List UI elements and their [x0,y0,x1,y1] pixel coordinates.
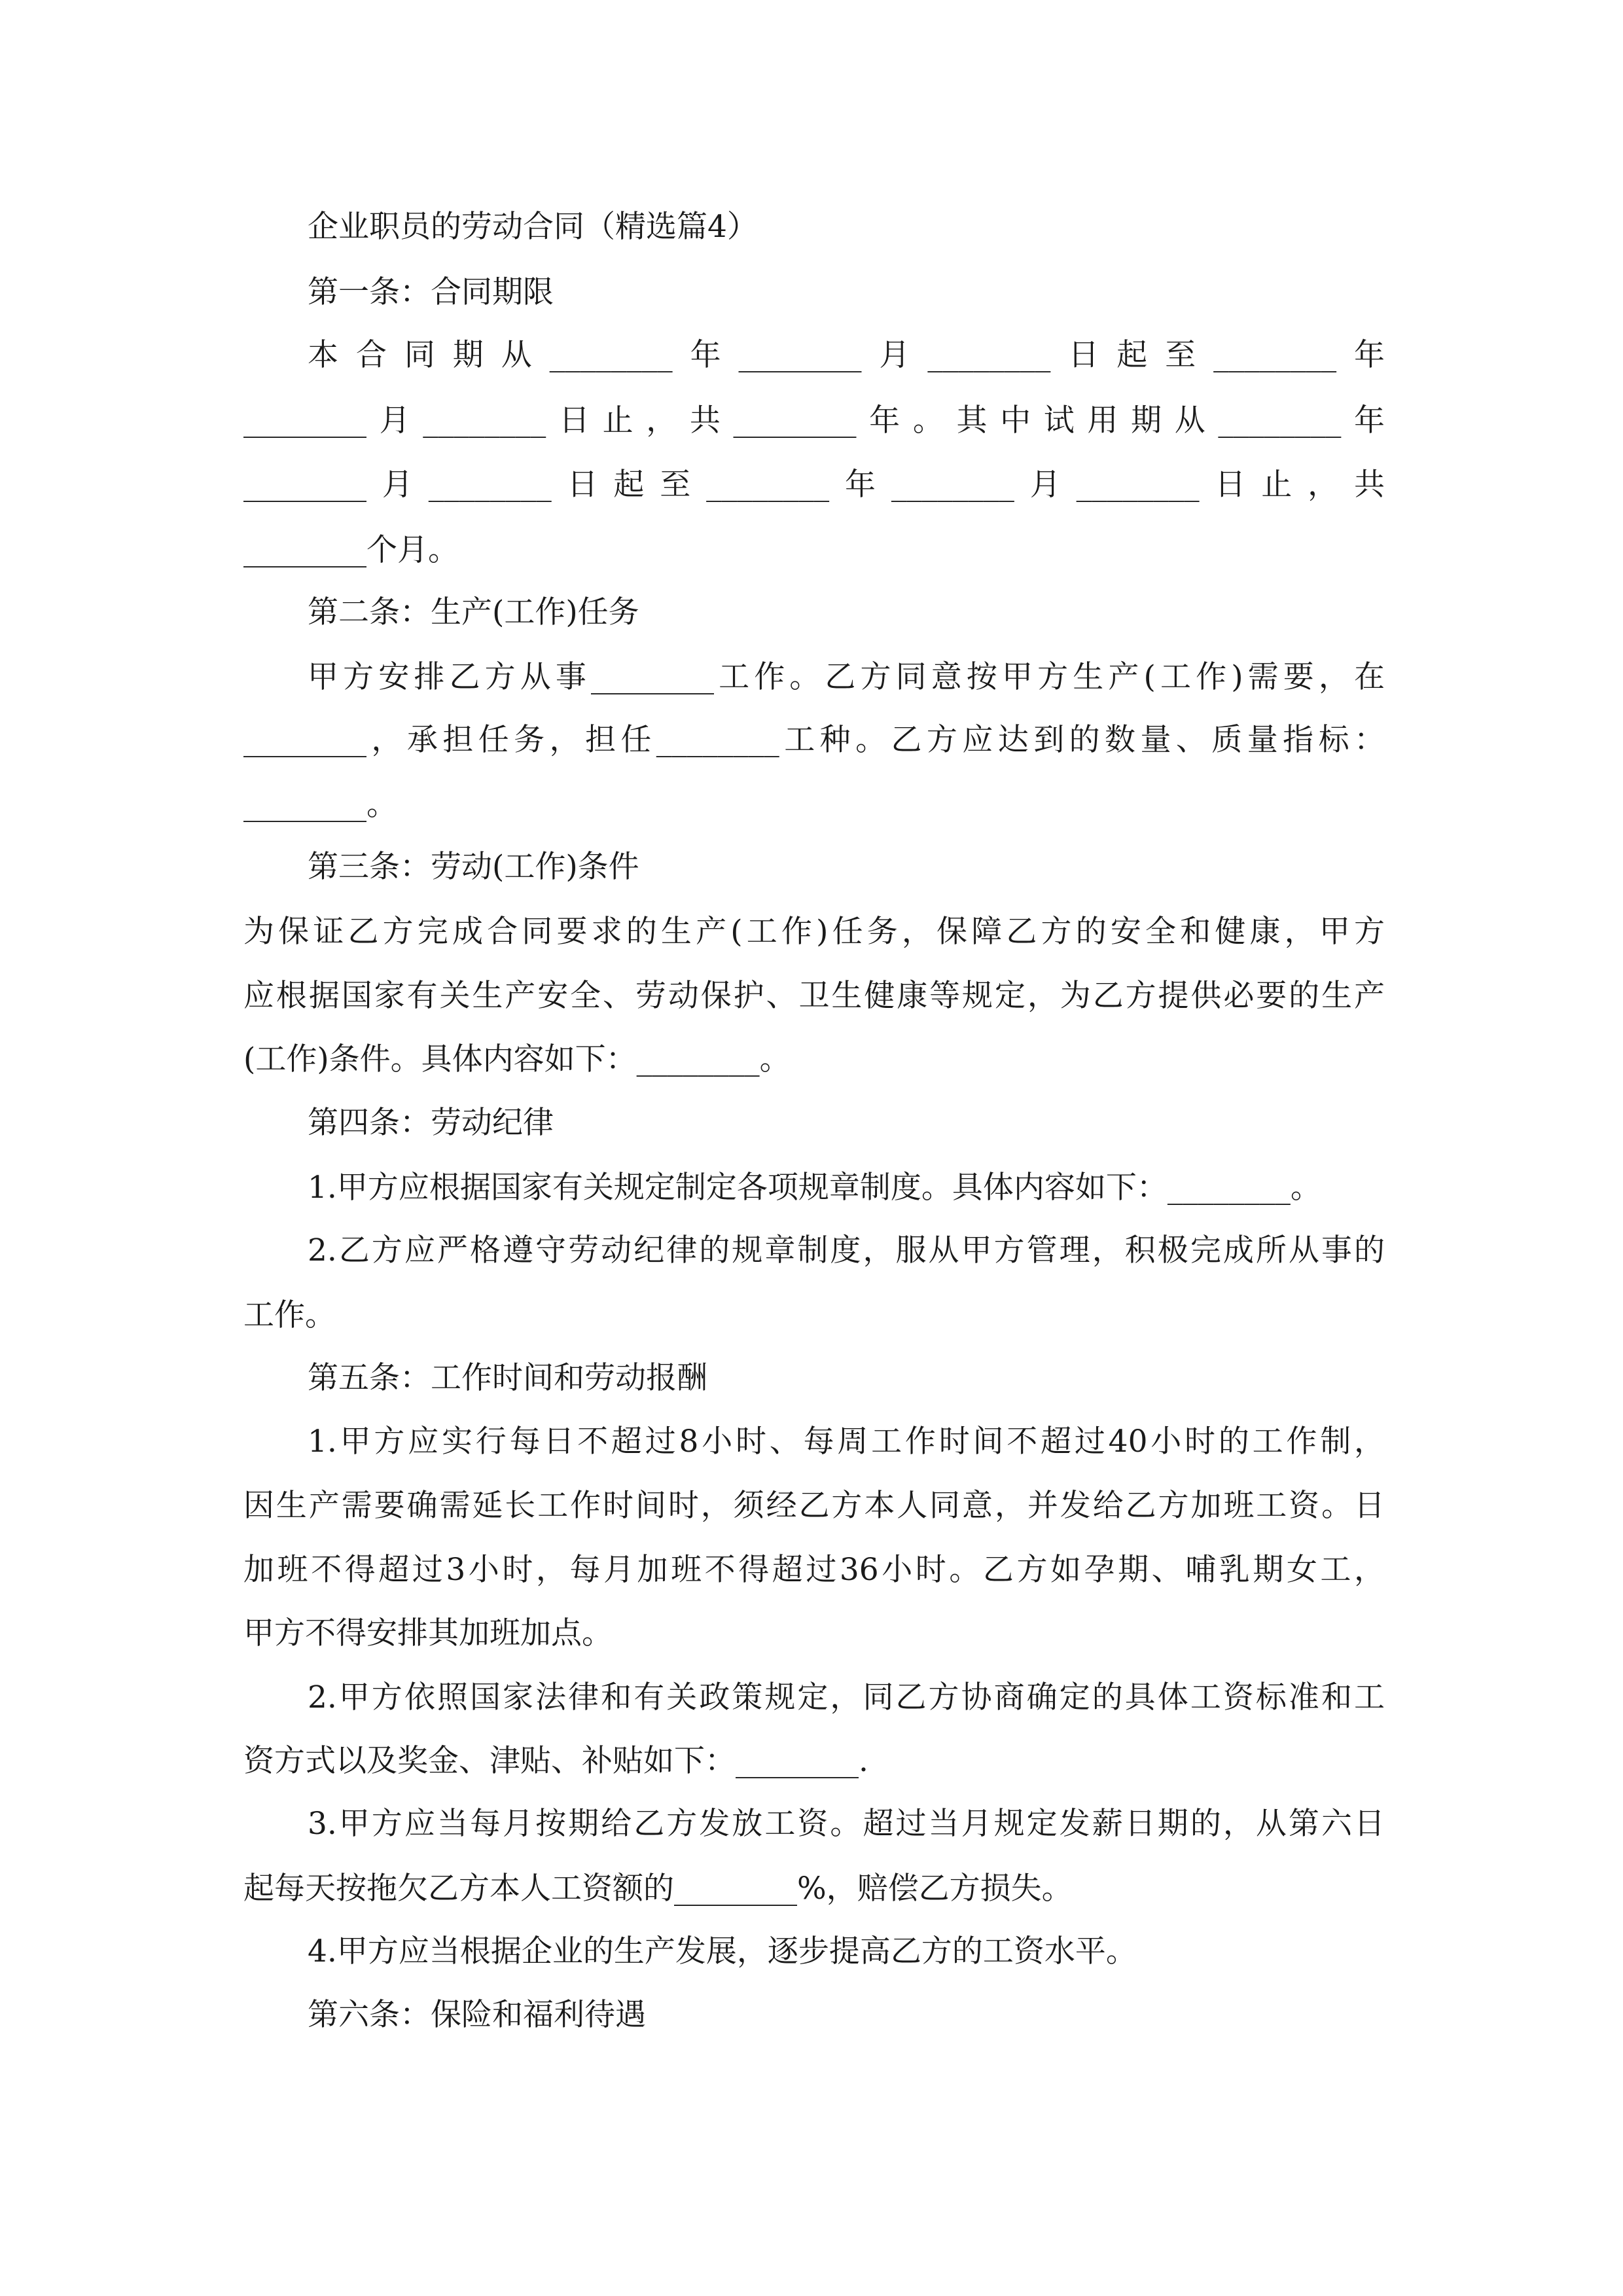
paragraph-line: 资方式以及奖金、津贴、补贴如下：________. [243,1743,868,1779]
paragraph-line: 起每天按拖欠乙方本人工资额的________%，赔偿乙方损失。 [243,1871,1073,1907]
section-heading: 第二条：生产(工作)任务 [308,594,639,630]
paragraph-line: 1.甲方应根据国家有关规定制定各项规章制度。具体内容如下：________。 [308,1170,1321,1206]
paragraph-line: 甲方不得安排其加班加点。 [243,1615,613,1651]
section-heading: 第三条：劳动(工作)条件 [308,849,639,885]
section-heading: 第六条：保险和福利待遇 [308,1997,646,2033]
paragraph-line: 为保证乙方完成合同要求的生产(工作)任务，保障乙方的安全和健康，甲方 [243,914,1385,950]
document-title: 企业职员的劳动合同（精选篇4） [308,209,758,245]
paragraph-line: (工作)条件。具体内容如下：________。 [243,1041,791,1077]
paragraph-line: ________。 [243,787,397,823]
paragraph-line: 本合同期从________年________月________日起至________年 [308,337,1385,373]
section-heading: 第四条：劳动纪律 [308,1105,554,1141]
paragraph-line: ________月________日起至________年________月________日止，共 [243,467,1385,503]
paragraph-line: 加班不得超过3小时，每月加班不得超过36小时。乙方如孕期、哺乳期女工， [243,1552,1385,1588]
paragraph-line: 4.甲方应当根据企业的生产发展，逐步提高乙方的工资水平。 [308,1933,1137,1969]
paragraph-line: ________个月。 [243,532,459,568]
paragraph-line: 2.乙方应严格遵守劳动纪律的规章制度，服从甲方管理，积极完成所从事的 [308,1232,1385,1268]
paragraph-line: 1.甲方应实行每日不超过8小时、每周工作时间不超过40小时的工作制， [308,1424,1385,1460]
section-heading: 第五条：工作时间和劳动报酬 [308,1360,707,1396]
paragraph-line: 应根据国家有关生产安全、劳动保护、卫生健康等规定，为乙方提供必要的生产 [243,978,1385,1014]
paragraph-line: ________月________日止，共________年。其中试用期从________年 [243,403,1385,439]
section-heading: 第一条：合同期限 [308,274,554,310]
paragraph-line: 3.甲方应当每月按期给乙方发放工资。超过当月规定发薪日期的，从第六日 [308,1806,1385,1842]
paragraph-line: 因生产需要确需延长工作时间时，须经乙方本人同意，并发给乙方加班工资。日 [243,1488,1385,1524]
paragraph-line: 工作。 [243,1297,336,1333]
paragraph-line: ________，承担任务，担任________工种。乙方应达到的数量、质量指标： [243,722,1385,758]
paragraph-line: 2.甲方依照国家法律和有关政策规定，同乙方协商确定的具体工资标准和工 [308,1679,1385,1715]
paragraph-line: 甲方安排乙方从事________工作。乙方同意按甲方生产(工作)需要，在 [308,659,1385,695]
